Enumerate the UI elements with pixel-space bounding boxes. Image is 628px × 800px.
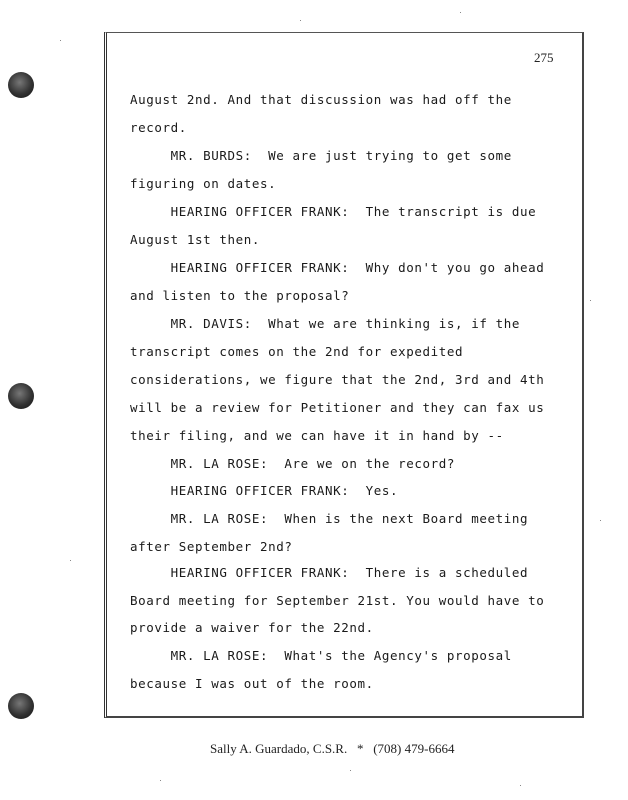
punch-hole-top <box>8 72 34 98</box>
transcript-line: HEARING OFFICER FRANK: Why don't you go ahead <box>130 260 545 275</box>
transcript-line: after September 2nd? <box>130 539 293 554</box>
transcript-line: MR. BURDS: We are just trying to get some <box>130 148 512 163</box>
transcript-line: HEARING OFFICER FRANK: Yes. <box>130 483 399 498</box>
transcript-line: August 1st then. <box>130 232 261 247</box>
transcript-line: and listen to the proposal? <box>130 288 350 303</box>
transcript-line: Board meeting for September 21st. You would have to <box>130 593 545 608</box>
transcript-line: transcript comes on the 2nd for expedited <box>130 344 464 359</box>
transcript-line: provide a waiver for the 22nd. <box>130 620 374 635</box>
transcript-line: because I was out of the room. <box>130 676 374 691</box>
transcript-line: considerations, we figure that the 2nd, 3rd and 4th <box>130 372 545 387</box>
transcript-line: MR. LA ROSE: What's the Agency's proposal <box>130 648 512 663</box>
transcript-line: August 2nd. And that discussion was had off the <box>130 92 512 107</box>
page-number: 275 <box>534 50 554 65</box>
transcript-line: MR. DAVIS: What we are thinking is, if the <box>130 316 521 331</box>
transcript-line: will be a review for Petitioner and they can fax us <box>130 400 545 415</box>
reporter-footer: Sally A. Guardado, C.S.R. * (708) 479-6664 <box>210 741 455 756</box>
transcript-line: MR. LA ROSE: When is the next Board meeting <box>130 511 529 526</box>
transcript-line: record. <box>130 120 187 135</box>
punch-hole-middle <box>8 383 34 409</box>
transcript-line: their filing, and we can have it in hand by -- <box>130 428 504 443</box>
punch-hole-bottom <box>8 693 34 719</box>
transcript-line: figuring on dates. <box>130 176 277 191</box>
transcript-line: HEARING OFFICER FRANK: The transcript is due <box>130 204 537 219</box>
transcript-line: MR. LA ROSE: Are we on the record? <box>130 456 456 471</box>
transcript-line: HEARING OFFICER FRANK: There is a scheduled <box>130 565 529 580</box>
